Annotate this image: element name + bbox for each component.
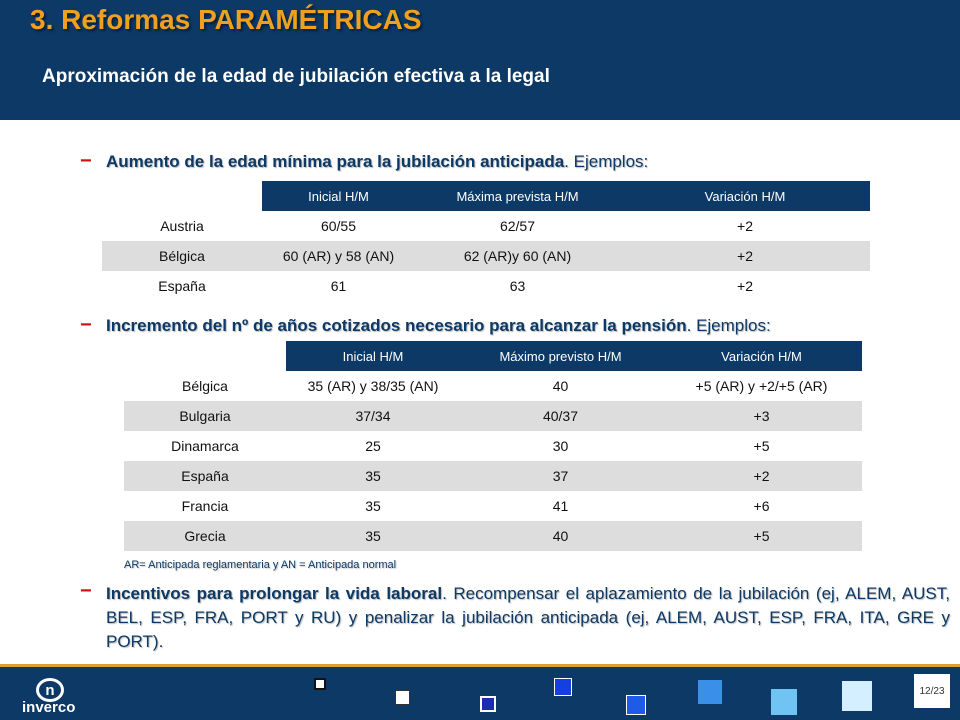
inverco-logo-text: inverco	[22, 699, 76, 716]
bullet-text	[106, 316, 771, 336]
table-cell: +6	[753, 498, 770, 514]
deco-square-icon	[554, 678, 572, 696]
deco-square-icon	[314, 678, 326, 690]
bullet-years-contributed	[80, 316, 950, 336]
table-cell: +2	[620, 241, 870, 271]
table-cell: 35	[286, 521, 460, 551]
bullet-bold: Aumento de la edad mínima para la jubilación anticipada	[106, 152, 565, 171]
table-cell: 61	[330, 278, 347, 294]
slide-title: 3. Reformas PARAMÉTRICAS	[30, 4, 422, 35]
bullet-dash: −	[80, 580, 92, 602]
bullet-text	[106, 152, 648, 172]
header-band	[0, 0, 960, 120]
table-cell: 62 (AR)y 60 (AN)	[415, 241, 620, 271]
table-cell: +2	[737, 278, 753, 294]
deco-square-icon	[842, 681, 872, 711]
table-row	[124, 371, 862, 401]
table-cell: +5 (AR) y +2/+5 (AR)	[695, 378, 828, 394]
table-header-cell: Variación H/M	[661, 341, 862, 371]
table-cell: 25	[365, 438, 381, 454]
table-cell: España	[158, 278, 206, 294]
abbreviation-note: AR= Anticipada reglamentaria y AN = Anticipada normal	[124, 559, 397, 571]
table-cell: +5	[661, 521, 862, 551]
table-cell: +2	[737, 218, 753, 234]
table-cell: 62/57	[499, 218, 536, 234]
table-years-contributed	[124, 341, 862, 551]
deco-square-icon	[771, 689, 797, 715]
table-header-cell: Máximo previsto H/M	[460, 341, 661, 371]
deco-square-icon	[395, 690, 410, 705]
table-cell: Grecia	[124, 521, 286, 551]
table-cell: 35 (AR) y 38/35 (AN)	[307, 378, 439, 394]
bullet-incentives	[80, 582, 950, 654]
table-cell: España	[124, 461, 286, 491]
table-row	[124, 521, 862, 551]
bullet-rest: . Ejemplos:	[686, 316, 771, 335]
table-header-cell: Inicial H/M	[286, 341, 460, 371]
table-cell: 35	[286, 461, 460, 491]
table-cell: 41	[552, 498, 569, 514]
bullet-dash: −	[80, 150, 92, 172]
table-header-row	[124, 341, 862, 371]
table-cell: 60 (AR) y 58 (AN)	[262, 241, 415, 271]
table-row	[124, 401, 862, 431]
table-row	[124, 431, 862, 461]
table-cell: 60/55	[320, 218, 357, 234]
table-cell: 40/37	[460, 401, 661, 431]
table-cell: Francia	[181, 498, 229, 514]
bullet-text	[106, 582, 950, 654]
table-row	[102, 211, 870, 241]
table-cell: Dinamarca	[171, 438, 239, 454]
table-cell: 30	[552, 438, 569, 454]
table-header-row	[102, 181, 870, 211]
table-cell: 37/34	[286, 401, 460, 431]
inverco-logo-icon: n	[36, 678, 64, 702]
table-cell: 40	[552, 378, 569, 394]
bullet-bold: Incremento del nº de años cotizados necesario para alcanzar la pensión	[106, 316, 687, 335]
table-min-age	[102, 181, 870, 301]
table-row	[102, 241, 870, 271]
table-cell: Bulgaria	[124, 401, 286, 431]
bullet-min-age	[80, 152, 940, 172]
table-row	[124, 491, 862, 521]
table-cell: Bélgica	[182, 378, 228, 394]
deco-square-icon	[698, 680, 722, 704]
table-cell: 63	[509, 278, 526, 294]
table-header-cell: Variación H/M	[620, 181, 870, 211]
page-number: 12/23	[914, 674, 950, 708]
table-row	[102, 271, 870, 301]
table-cell: 35	[365, 498, 381, 514]
table-header-blank	[124, 341, 286, 371]
table-header-cell: Inicial H/M	[262, 181, 415, 211]
bullet-rest: . Recompensar el aplazamiento de la jubilación (ej, ALEM, AUST, BEL, ESP, FRA, PORT y RU) y penalizar la jubilación anticipada (ej, ALEM, AUST, ESP, FRA, ITA, GRE y PORT).	[106, 584, 950, 651]
table-cell: +2	[661, 461, 862, 491]
bullet-dash: −	[80, 314, 92, 336]
deco-square-icon	[480, 696, 496, 712]
table-cell: Bélgica	[102, 241, 262, 271]
table-cell: 37	[460, 461, 661, 491]
table-cell: 40	[460, 521, 661, 551]
table-cell: Austria	[160, 218, 204, 234]
slide-subtitle: Aproximación de la edad de jubilación efectiva a la legal	[42, 66, 550, 87]
bullet-rest: . Ejemplos:	[564, 152, 649, 171]
table-row	[124, 461, 862, 491]
deco-square-icon	[626, 695, 646, 715]
table-cell: +5	[753, 438, 770, 454]
footer-band	[0, 667, 960, 720]
table-header-blank	[102, 181, 262, 211]
table-cell: +3	[661, 401, 862, 431]
bullet-bold: Incentivos para prolongar la vida laboral	[106, 584, 443, 603]
table-header-cell: Máxima prevista H/M	[415, 181, 620, 211]
